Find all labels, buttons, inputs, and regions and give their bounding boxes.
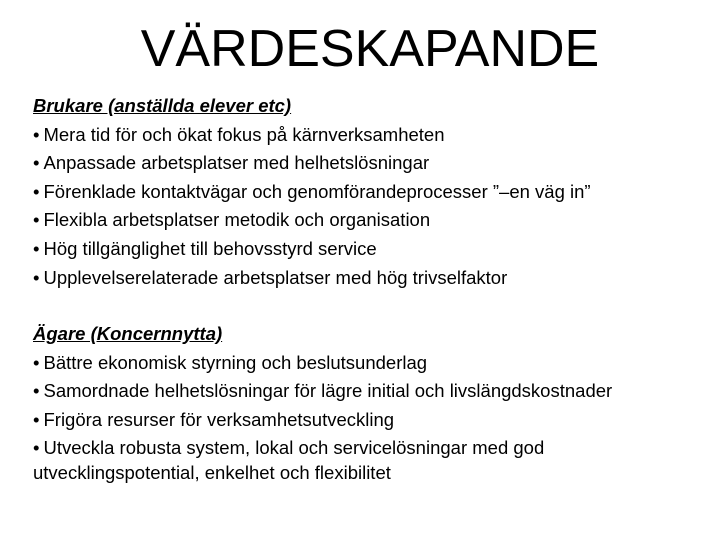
list-item — [33, 264, 703, 293]
list-item — [33, 377, 703, 406]
list-item-text: Förenklade kontaktvägar och genomförandeprocesser ”–en väg in” — [43, 180, 591, 202]
bullet-list-brukare — [33, 121, 703, 293]
list-item-text: Anpassade arbetsplatser med helhetslösningar — [43, 152, 430, 174]
bullet-icon: • — [33, 351, 40, 373]
bullet-icon: • — [33, 180, 40, 202]
list-item-text: Bättre ekonomisk styrning och beslutsunderlag — [43, 351, 428, 373]
list-item-text: Utveckla robusta system, lokal och servicelösningar med god utvecklingspotential, enkelhet och flexibilitet — [33, 436, 545, 483]
list-item — [33, 178, 703, 207]
list-item — [33, 349, 703, 378]
list-item-text: Mera tid för och ökat fokus på kärnverksamheten — [43, 123, 445, 145]
list-item — [33, 121, 703, 150]
bullet-icon: • — [33, 408, 40, 430]
list-item-text: Flexibla arbetsplatser metodik och organisation — [43, 209, 431, 231]
slide-content — [33, 92, 703, 485]
bullet-icon: • — [33, 237, 40, 259]
bullet-icon: • — [33, 152, 40, 174]
section-heading-agare: Ägare (Koncernnytta) — [33, 323, 223, 345]
list-item — [33, 149, 703, 178]
list-item — [33, 206, 703, 235]
bullet-icon: • — [33, 209, 40, 231]
list-item-text: Samordnade helhetslösningar för lägre initial och livslängdskostnader — [43, 380, 613, 402]
list-item-text: Upplevelserelaterade arbetsplatser med hög trivselfaktor — [43, 266, 508, 288]
list-item-text: Frigöra resurser för verksamhetsutveckling — [43, 408, 395, 430]
bullet-icon: • — [33, 436, 40, 458]
bullet-icon: • — [33, 266, 40, 288]
section-spacer — [33, 292, 703, 320]
list-item — [33, 235, 703, 264]
slide-title: VÄRDESKAPANDE — [140, 20, 600, 78]
section-heading-brukare: Brukare (anställda elever etc) — [33, 95, 292, 116]
list-item — [33, 435, 703, 485]
bullet-icon: • — [33, 380, 40, 402]
list-item — [33, 406, 703, 435]
bullet-list-agare — [33, 349, 703, 485]
list-item-text: Hög tillgänglighet till behovsstyrd service — [43, 237, 377, 259]
bullet-icon: • — [33, 123, 40, 145]
